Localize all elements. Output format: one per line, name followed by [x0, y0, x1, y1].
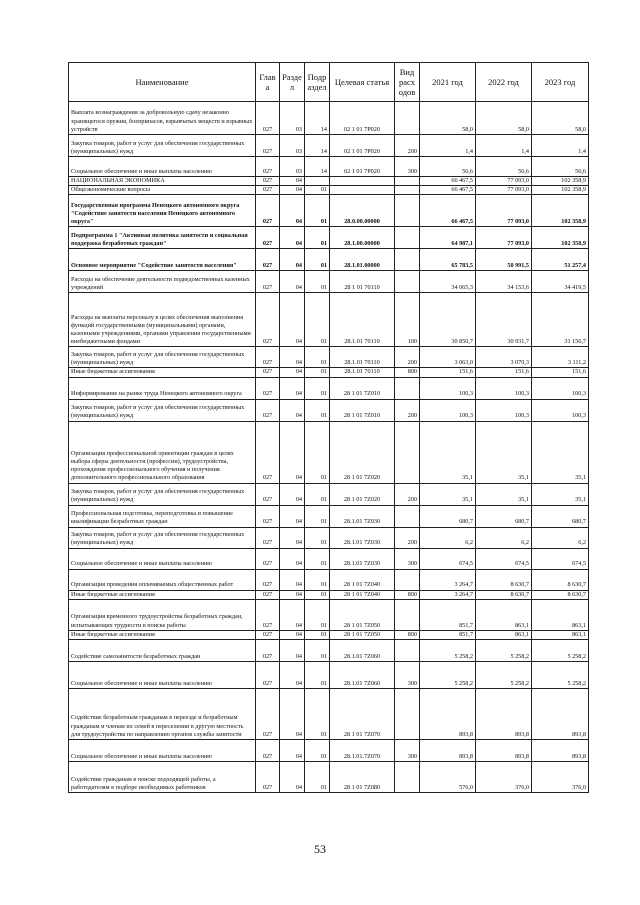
- cell-section: 04: [280, 590, 305, 599]
- cell-2021: 3 063,0: [420, 347, 476, 368]
- cell-name: Иные бюджетные ассигнования: [69, 630, 256, 639]
- cell-target: 28.0.00.00000: [330, 195, 395, 227]
- cell-name: Социальное обеспечение и иные выплаты населению: [69, 157, 256, 177]
- cell-exp-type: [395, 640, 420, 662]
- cell-target: 28.1.01 7Z030: [330, 527, 395, 548]
- cell-section: 04: [280, 548, 305, 569]
- cell-2023: 56,6: [532, 157, 589, 177]
- cell-chapter: 027: [256, 590, 280, 599]
- cell-section: 04: [280, 177, 305, 186]
- cell-subsection: 01: [305, 249, 330, 271]
- cell-section: 04: [280, 740, 305, 762]
- cell-subsection: 01: [305, 347, 330, 368]
- cell-2023: 674,5: [532, 548, 589, 569]
- cell-subsection: 01: [305, 569, 330, 590]
- cell-2023: 151,6: [532, 368, 589, 377]
- cell-exp-type: 200: [395, 347, 420, 368]
- cell-chapter: 027: [256, 569, 280, 590]
- cell-2023: 5 258,2: [532, 640, 589, 662]
- cell-section: 04: [280, 186, 305, 195]
- cell-chapter: 027: [256, 527, 280, 548]
- cell-target: 28 1 01 7Z020: [330, 421, 395, 483]
- header-chapter: Глав а: [256, 63, 280, 102]
- cell-subsection: 01: [305, 630, 330, 639]
- cell-chapter: 027: [256, 762, 280, 793]
- cell-section: 04: [280, 662, 305, 689]
- cell-target: 02 1 01 7Р020: [330, 102, 395, 135]
- cell-section: 03: [280, 135, 305, 157]
- table-row: [69, 505, 589, 527]
- cell-subsection: [305, 177, 330, 186]
- cell-2021: 66 467,5: [420, 177, 476, 186]
- header-section: Разде л: [280, 63, 305, 102]
- table-row: [69, 527, 589, 548]
- cell-chapter: 027: [256, 689, 280, 740]
- cell-2022: 34 153,6: [476, 271, 532, 293]
- cell-name: НАЦИОНАЛЬНАЯ ЭКОНОМИКА: [69, 177, 256, 186]
- cell-target: 28.1.00.00000: [330, 227, 395, 249]
- cell-subsection: 01: [305, 599, 330, 630]
- cell-chapter: 027: [256, 548, 280, 569]
- cell-target: 28 1 01 7Z080: [330, 762, 395, 793]
- cell-2021: 100,3: [420, 377, 476, 399]
- cell-target: 28 1 01 7Z010: [330, 377, 395, 399]
- cell-2023: 893,8: [532, 740, 589, 762]
- cell-2022: 35,1: [476, 483, 532, 505]
- cell-name: Социальное обеспечение и иные выплаты населению: [69, 740, 256, 762]
- cell-2023: 51 257,4: [532, 249, 589, 271]
- cell-2022: 863,1: [476, 630, 532, 639]
- cell-exp-type: [395, 421, 420, 483]
- cell-target: 28 1 01 7Z050: [330, 599, 395, 630]
- table-row: [69, 399, 589, 421]
- cell-chapter: 027: [256, 293, 280, 347]
- cell-exp-type: [395, 377, 420, 399]
- cell-2022: 30 931,7: [476, 293, 532, 347]
- cell-section: 04: [280, 640, 305, 662]
- cell-subsection: 01: [305, 527, 330, 548]
- table-row: [69, 569, 589, 590]
- cell-exp-type: [395, 762, 420, 793]
- cell-2021: 35,1: [420, 421, 476, 483]
- cell-name: Организация профессиональной ориентации граждан в целях выбора сферы деятельности (профессии), трудоустройства, прохождения профессионального обучения и получения дополнительного профессионального образования: [69, 421, 256, 483]
- cell-2022: 100,3: [476, 377, 532, 399]
- table-row: [69, 102, 589, 135]
- cell-target: 28 1 01 7Z040: [330, 569, 395, 590]
- cell-2023: 102 358,9: [532, 227, 589, 249]
- header-subsection: Подр аздел: [305, 63, 330, 102]
- cell-2023: 376,0: [532, 762, 589, 793]
- cell-subsection: 14: [305, 135, 330, 157]
- cell-target: 28 1 01 7Z010: [330, 399, 395, 421]
- cell-subsection: 01: [305, 271, 330, 293]
- cell-section: 04: [280, 195, 305, 227]
- cell-2022: 6,2: [476, 527, 532, 548]
- cell-chapter: 027: [256, 368, 280, 377]
- cell-target: 28 1 01 70110: [330, 271, 395, 293]
- cell-chapter: 027: [256, 186, 280, 195]
- table-row: [69, 377, 589, 399]
- table-body: [69, 102, 589, 793]
- cell-target: 28.1.01 70110: [330, 347, 395, 368]
- cell-2023: 680,7: [532, 505, 589, 527]
- cell-name: Организация временного трудоустройства безработных граждан, испытывающих трудности в поиске работы: [69, 599, 256, 630]
- cell-2021: 64 987,1: [420, 227, 476, 249]
- cell-chapter: 027: [256, 271, 280, 293]
- cell-chapter: 027: [256, 347, 280, 368]
- cell-2022: 674,5: [476, 548, 532, 569]
- cell-2023: 35,1: [532, 421, 589, 483]
- cell-2022: 893,8: [476, 689, 532, 740]
- cell-target: 02 1 01 7Р020: [330, 157, 395, 177]
- cell-section: 04: [280, 377, 305, 399]
- cell-section: 04: [280, 249, 305, 271]
- cell-target: 28.1.01 7Z030: [330, 505, 395, 527]
- cell-name: Организация проведения оплачиваемых общественных работ: [69, 569, 256, 590]
- cell-subsection: 14: [305, 157, 330, 177]
- budget-table-container: [68, 62, 588, 793]
- cell-exp-type: 300: [395, 157, 420, 177]
- page-number: 53: [314, 842, 326, 856]
- cell-subsection: 01: [305, 662, 330, 689]
- cell-exp-type: 200: [395, 135, 420, 157]
- cell-2021: 34 065,3: [420, 271, 476, 293]
- cell-exp-type: [395, 271, 420, 293]
- cell-chapter: 027: [256, 640, 280, 662]
- cell-name: Иные бюджетные ассигнования: [69, 368, 256, 377]
- cell-2023: 893,8: [532, 689, 589, 740]
- cell-subsection: 01: [305, 377, 330, 399]
- cell-section: 03: [280, 102, 305, 135]
- cell-target: 28 1 01 7Z070: [330, 689, 395, 740]
- cell-section: 04: [280, 271, 305, 293]
- cell-exp-type: 300: [395, 662, 420, 689]
- cell-2021: 5 258,2: [420, 640, 476, 662]
- cell-2022: 5 258,2: [476, 662, 532, 689]
- cell-2022: 77 093,0: [476, 186, 532, 195]
- cell-section: 04: [280, 762, 305, 793]
- cell-2021: 100,3: [420, 399, 476, 421]
- table-row: [69, 599, 589, 630]
- cell-2023: 34 419,5: [532, 271, 589, 293]
- cell-exp-type: [395, 569, 420, 590]
- header-target: Целевая статья: [330, 63, 395, 102]
- cell-2023: 102 358,9: [532, 195, 589, 227]
- cell-name: Социальное обеспечение и иные выплаты населению: [69, 548, 256, 569]
- cell-section: 04: [280, 569, 305, 590]
- cell-2023: 100,3: [532, 399, 589, 421]
- cell-section: 04: [280, 368, 305, 377]
- cell-exp-type: 300: [395, 740, 420, 762]
- cell-chapter: 027: [256, 630, 280, 639]
- cell-section: 04: [280, 505, 305, 527]
- cell-2023: 5 258,2: [532, 662, 589, 689]
- cell-subsection: 01: [305, 740, 330, 762]
- cell-name: Социальное обеспечение и иные выплаты населению: [69, 662, 256, 689]
- cell-chapter: 027: [256, 483, 280, 505]
- cell-2021: 35,1: [420, 483, 476, 505]
- table-row: [69, 249, 589, 271]
- table-row: [69, 157, 589, 177]
- cell-2022: 5 258,2: [476, 640, 532, 662]
- budget-table: [68, 62, 589, 793]
- cell-exp-type: 200: [395, 399, 420, 421]
- cell-section: 04: [280, 599, 305, 630]
- cell-name: Расходы на выплаты персоналу в целях обеспечения выполнения функций государственными (муниципальными) органами, казенными учреждениями, органами управления государственными внебюджетными фондами: [69, 293, 256, 347]
- cell-section: 04: [280, 483, 305, 505]
- cell-chapter: 027: [256, 177, 280, 186]
- cell-subsection: 01: [305, 762, 330, 793]
- table-row: [69, 483, 589, 505]
- cell-subsection: 01: [305, 368, 330, 377]
- cell-subsection: 01: [305, 421, 330, 483]
- header-name: Наименование: [69, 63, 256, 102]
- cell-chapter: 027: [256, 662, 280, 689]
- cell-section: 04: [280, 689, 305, 740]
- cell-2022: 1,4: [476, 135, 532, 157]
- cell-name: Информирование на рынке труда Ненецкого автономного округа: [69, 377, 256, 399]
- cell-2021: 674,5: [420, 548, 476, 569]
- cell-chapter: 027: [256, 227, 280, 249]
- cell-name: Расходы на обеспечение деятельности подведомственных казенных учреждений: [69, 271, 256, 293]
- cell-2023: 58,0: [532, 102, 589, 135]
- cell-name: Общеэкономические вопросы: [69, 186, 256, 195]
- cell-section: 04: [280, 630, 305, 639]
- cell-exp-type: [395, 249, 420, 271]
- cell-2021: 6,2: [420, 527, 476, 548]
- cell-2022: 151,6: [476, 368, 532, 377]
- cell-2021: 851,7: [420, 599, 476, 630]
- cell-2022: 35,1: [476, 421, 532, 483]
- table-row: [69, 762, 589, 793]
- cell-2022: 77 093,0: [476, 227, 532, 249]
- cell-2021: 56,6: [420, 157, 476, 177]
- cell-target: 02 1 01 7Р020: [330, 135, 395, 157]
- cell-section: 04: [280, 527, 305, 548]
- cell-2022: 3 070,3: [476, 347, 532, 368]
- table-row: [69, 271, 589, 293]
- header-exp-type: Вид расх одов: [395, 63, 420, 102]
- table-row: [69, 630, 589, 639]
- cell-section: 04: [280, 347, 305, 368]
- cell-2022: 56,6: [476, 157, 532, 177]
- cell-2022: 77 093,0: [476, 195, 532, 227]
- cell-target: 28.1.01 7Z060: [330, 640, 395, 662]
- cell-name: Закупка товаров, работ и услуг для обеспечения государственных (муниципальных) нужд: [69, 483, 256, 505]
- header-2022: 2022 год: [476, 63, 532, 102]
- cell-chapter: 027: [256, 599, 280, 630]
- cell-2022: 680,7: [476, 505, 532, 527]
- cell-2021: 5 258,2: [420, 662, 476, 689]
- cell-chapter: 027: [256, 195, 280, 227]
- cell-exp-type: [395, 186, 420, 195]
- cell-name: Содействие гражданам в поиске подходящей работы, а работодателям в подборе необходимых работников: [69, 762, 256, 793]
- cell-exp-type: 100: [395, 293, 420, 347]
- table-row: [69, 640, 589, 662]
- cell-2022: 8 630,7: [476, 569, 532, 590]
- cell-chapter: 027: [256, 399, 280, 421]
- cell-name: Выплата вознаграждения за добровольную сдачу незаконно хранящегося оружия, боеприпасов, взрывчатых веществ и взрывных устройств: [69, 102, 256, 135]
- cell-2023: 102 358,9: [532, 177, 589, 186]
- cell-name: Государственная программа Ненецкого автономного округа "Содействие занятости населения Ненецкого автономного округа": [69, 195, 256, 227]
- table-row: [69, 347, 589, 368]
- cell-2021: 851,7: [420, 630, 476, 639]
- cell-2021: 58,0: [420, 102, 476, 135]
- cell-2022: 58,0: [476, 102, 532, 135]
- cell-target: 28.1.01 70110: [330, 368, 395, 377]
- cell-subsection: 01: [305, 590, 330, 599]
- cell-section: 04: [280, 227, 305, 249]
- cell-subsection: 01: [305, 548, 330, 569]
- table-row: [69, 590, 589, 599]
- cell-chapter: 027: [256, 421, 280, 483]
- cell-name: Содействие безработным гражданам в переезде и безработным гражданам и членам их семей в переселении в другую местность для трудоустройства по направлению органов службы занятости: [69, 689, 256, 740]
- cell-subsection: 01: [305, 195, 330, 227]
- cell-target: 28.1.01 7Z030: [330, 548, 395, 569]
- table-row: [69, 662, 589, 689]
- cell-2022: 100,3: [476, 399, 532, 421]
- cell-name: Содействие самозанятости безработных граждан: [69, 640, 256, 662]
- table-row: [69, 293, 589, 347]
- cell-chapter: 027: [256, 249, 280, 271]
- cell-2022: 77 093,0: [476, 177, 532, 186]
- cell-name: Закупка товаров, работ и услуг для обеспечения государственных (муниципальных) нужд: [69, 135, 256, 157]
- cell-2023: 863,1: [532, 630, 589, 639]
- cell-2021: 3 264,7: [420, 590, 476, 599]
- cell-chapter: 027: [256, 135, 280, 157]
- cell-target: [330, 186, 395, 195]
- cell-2021: 65 783,5: [420, 249, 476, 271]
- cell-target: [330, 177, 395, 186]
- cell-exp-type: [395, 689, 420, 740]
- cell-exp-type: [395, 505, 420, 527]
- cell-2021: 66 467,5: [420, 195, 476, 227]
- cell-2021: 3 264,7: [420, 569, 476, 590]
- cell-exp-type: [395, 177, 420, 186]
- cell-2023: 35,1: [532, 483, 589, 505]
- cell-chapter: 027: [256, 157, 280, 177]
- table-row: [69, 177, 589, 186]
- cell-2021: 893,8: [420, 689, 476, 740]
- cell-subsection: 01: [305, 689, 330, 740]
- cell-2023: 863,1: [532, 599, 589, 630]
- table-row: [69, 740, 589, 762]
- cell-target: 28.1.01 70110: [330, 293, 395, 347]
- cell-2021: 680,7: [420, 505, 476, 527]
- cell-2023: 3 111,2: [532, 347, 589, 368]
- cell-exp-type: 800: [395, 630, 420, 639]
- cell-2022: 50 991,5: [476, 249, 532, 271]
- cell-exp-type: [395, 102, 420, 135]
- cell-2023: 8 630,7: [532, 590, 589, 599]
- cell-2021: 30 850,7: [420, 293, 476, 347]
- cell-exp-type: [395, 599, 420, 630]
- cell-chapter: 027: [256, 740, 280, 762]
- cell-section: 04: [280, 293, 305, 347]
- cell-chapter: 027: [256, 102, 280, 135]
- table-row: [69, 227, 589, 249]
- cell-2021: 66 467,5: [420, 186, 476, 195]
- cell-target: 28 1 01 7Z040: [330, 590, 395, 599]
- cell-subsection: 01: [305, 640, 330, 662]
- cell-subsection: 01: [305, 505, 330, 527]
- table-row: [69, 689, 589, 740]
- cell-exp-type: [395, 195, 420, 227]
- cell-name: Закупка товаров, работ и услуг для обеспечения государственных (муниципальных) нужд: [69, 347, 256, 368]
- cell-2022: 376,0: [476, 762, 532, 793]
- cell-chapter: 027: [256, 505, 280, 527]
- cell-subsection: 01: [305, 293, 330, 347]
- cell-2023: 1,4: [532, 135, 589, 157]
- header-2021: 2021 год: [420, 63, 476, 102]
- cell-exp-type: [395, 227, 420, 249]
- cell-2021: 151,6: [420, 368, 476, 377]
- cell-target: 28.1.01 7Z060: [330, 662, 395, 689]
- cell-2023: 6,2: [532, 527, 589, 548]
- cell-name: Основное мероприятие "Содействие занятости населения": [69, 249, 256, 271]
- cell-name: Иные бюджетные ассигнования: [69, 590, 256, 599]
- cell-2021: 893,8: [420, 740, 476, 762]
- table-row: [69, 186, 589, 195]
- table-row: [69, 548, 589, 569]
- cell-subsection: 01: [305, 186, 330, 195]
- cell-target: 28.1.01.00000: [330, 249, 395, 271]
- cell-subsection: 14: [305, 102, 330, 135]
- cell-subsection: 01: [305, 483, 330, 505]
- cell-name: Закупка товаров, работ и услуг для обеспечения государственных (муниципальных) нужд: [69, 527, 256, 548]
- cell-target: 28 1 01 7Z020: [330, 483, 395, 505]
- cell-2022: 863,1: [476, 599, 532, 630]
- cell-2021: 576,0: [420, 762, 476, 793]
- cell-section: 04: [280, 421, 305, 483]
- cell-exp-type: 300: [395, 548, 420, 569]
- cell-name: Профессиональная подготовка, переподготовка и повышение квалификации безработных граждан: [69, 505, 256, 527]
- table-header-row: [69, 63, 589, 102]
- cell-section: 04: [280, 399, 305, 421]
- cell-chapter: 027: [256, 377, 280, 399]
- cell-2023: 31 156,7: [532, 293, 589, 347]
- cell-exp-type: 800: [395, 590, 420, 599]
- cell-2023: 100,3: [532, 377, 589, 399]
- table-row: [69, 421, 589, 483]
- cell-subsection: 01: [305, 399, 330, 421]
- table-row: [69, 195, 589, 227]
- header-2023: 2023 год: [532, 63, 589, 102]
- cell-subsection: 01: [305, 227, 330, 249]
- cell-exp-type: 200: [395, 483, 420, 505]
- cell-name: Закупка товаров, работ и услуг для обеспечения государственных (муниципальных) нужд: [69, 399, 256, 421]
- cell-2022: 8 630,7: [476, 590, 532, 599]
- cell-name: Подпрограмма 1 "Активная политика занятости и социальная поддержка безработных граждан": [69, 227, 256, 249]
- cell-2023: 8 630,7: [532, 569, 589, 590]
- cell-target: 28.1.01.7Z070: [330, 740, 395, 762]
- cell-2021: 1,4: [420, 135, 476, 157]
- cell-exp-type: 800: [395, 368, 420, 377]
- cell-section: 03: [280, 157, 305, 177]
- cell-target: 28 1 01 7Z050: [330, 630, 395, 639]
- cell-2023: 102 358,9: [532, 186, 589, 195]
- cell-exp-type: 200: [395, 527, 420, 548]
- table-row: [69, 368, 589, 377]
- table-row: [69, 135, 589, 157]
- cell-2022: 893,8: [476, 740, 532, 762]
